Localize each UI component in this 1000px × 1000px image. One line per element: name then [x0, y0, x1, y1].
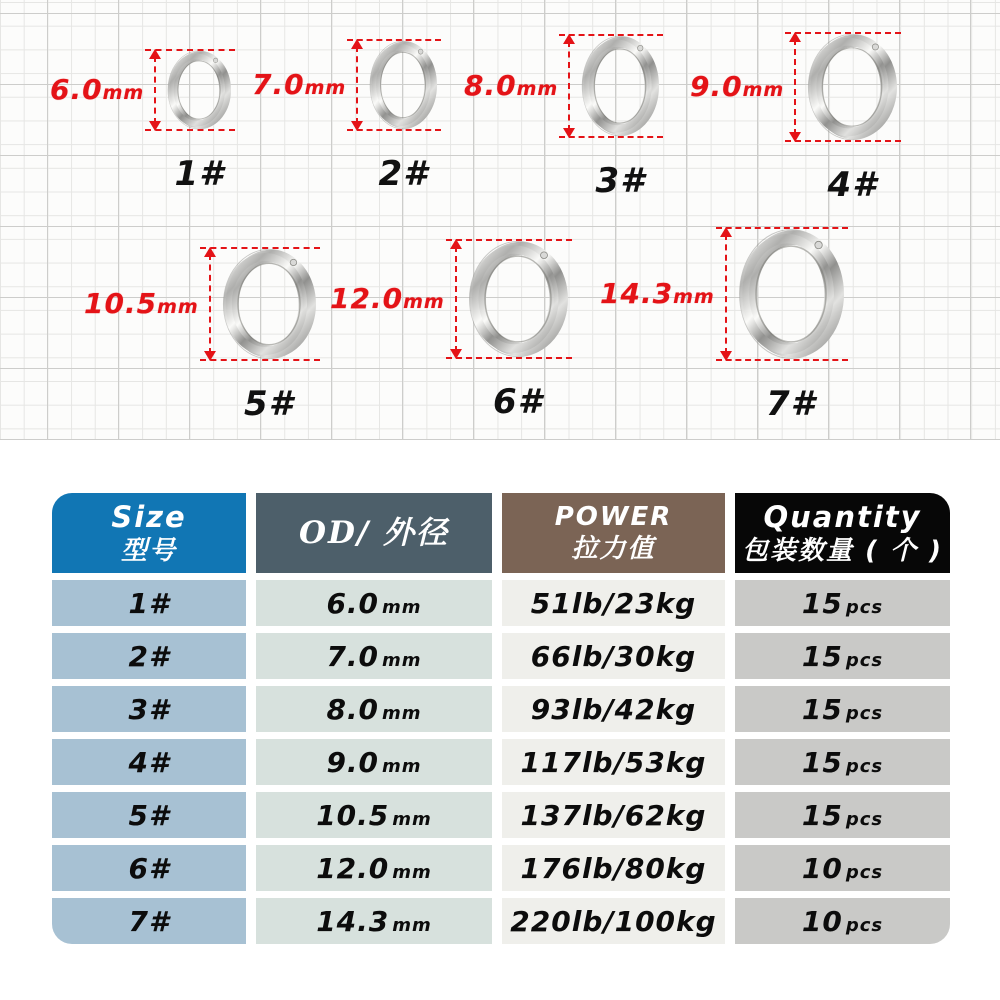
table-cell-size: 5# [52, 792, 246, 838]
dimension-arrow-icon [561, 35, 579, 137]
dimension-arrow-icon [787, 33, 805, 141]
table-cell-quantity: 15 pcs [735, 739, 950, 785]
table-cell-size: 4# [52, 739, 246, 785]
ring-figure-7 [600, 228, 844, 424]
table-cell-quantity: 15 pcs [735, 633, 950, 679]
split-ring-image [167, 50, 231, 130]
table-cell-quantity: 15 pcs [735, 580, 950, 626]
ring-number-label: 7# [766, 384, 816, 424]
header-size: Size 型号 [52, 493, 246, 573]
dimension-arrow-icon [349, 40, 367, 130]
table-cell-od: 8.0 mm [256, 686, 492, 732]
table-cell-quantity: 15 pcs [735, 792, 950, 838]
ring-figure-2 [252, 40, 437, 194]
ring-number-label: 3# [595, 161, 645, 201]
header-quantity: Quantity 包装数量 ( 个 ) [735, 493, 950, 573]
ring-figure-6 [330, 240, 568, 422]
ring-size-diagram [0, 0, 1000, 440]
dimension-arrow-icon [202, 248, 220, 360]
dimension-label: 9.0mm [690, 70, 785, 103]
spec-table [52, 493, 950, 944]
table-cell-quantity: 15 pcs [735, 686, 950, 732]
ring-figure-3 [464, 35, 659, 201]
split-ring-image [581, 35, 659, 137]
ring-number-label: 4# [827, 165, 877, 205]
table-cell-power: 220lb/100kg [502, 898, 725, 944]
ring-figure-4 [690, 33, 897, 205]
table-cell-od: 9.0 mm [256, 739, 492, 785]
ring-number-label: 2# [378, 154, 428, 194]
ring-figure-5 [84, 248, 316, 424]
table-cell-size: 2# [52, 633, 246, 679]
dimension-label: 14.3mm [600, 277, 715, 310]
table-cell-od: 12.0 mm [256, 845, 492, 891]
dimension-label: 6.0mm [50, 73, 145, 106]
ring-figure-1 [50, 50, 231, 194]
split-ring-image [468, 240, 568, 358]
table-cell-quantity: 10 pcs [735, 845, 950, 891]
table-cell-power: 176lb/80kg [502, 845, 725, 891]
dimension-arrow-icon [448, 240, 466, 358]
header-od: OD/ 外径 [256, 493, 492, 573]
split-ring-image [807, 33, 897, 141]
dimension-label: 12.0mm [330, 282, 445, 315]
dimension-arrow-icon [147, 50, 165, 130]
table-cell-power: 93lb/42kg [502, 686, 725, 732]
table-cell-size: 7# [52, 898, 246, 944]
split-ring-image [369, 40, 437, 130]
dimension-label: 8.0mm [464, 69, 559, 102]
ring-number-label: 5# [244, 384, 294, 424]
header-power: POWER 拉力值 [502, 493, 725, 573]
ring-number-label: 6# [493, 382, 543, 422]
table-cell-size: 6# [52, 845, 246, 891]
table-cell-size: 1# [52, 580, 246, 626]
dimension-label: 10.5mm [84, 287, 199, 320]
table-cell-od: 7.0 mm [256, 633, 492, 679]
table-cell-power: 117lb/53kg [502, 739, 725, 785]
table-cell-power: 137lb/62kg [502, 792, 725, 838]
ring-number-label: 1# [174, 154, 224, 194]
split-ring-image [738, 228, 844, 360]
table-cell-od: 14.3 mm [256, 898, 492, 944]
table-cell-od: 10.5 mm [256, 792, 492, 838]
table-cell-power: 51lb/23kg [502, 580, 725, 626]
split-ring-image [222, 248, 316, 360]
dimension-arrow-icon [718, 228, 736, 360]
table-cell-size: 3# [52, 686, 246, 732]
table-cell-power: 66lb/30kg [502, 633, 725, 679]
table-cell-quantity: 10 pcs [735, 898, 950, 944]
dimension-label: 7.0mm [252, 68, 347, 101]
table-cell-od: 6.0 mm [256, 580, 492, 626]
